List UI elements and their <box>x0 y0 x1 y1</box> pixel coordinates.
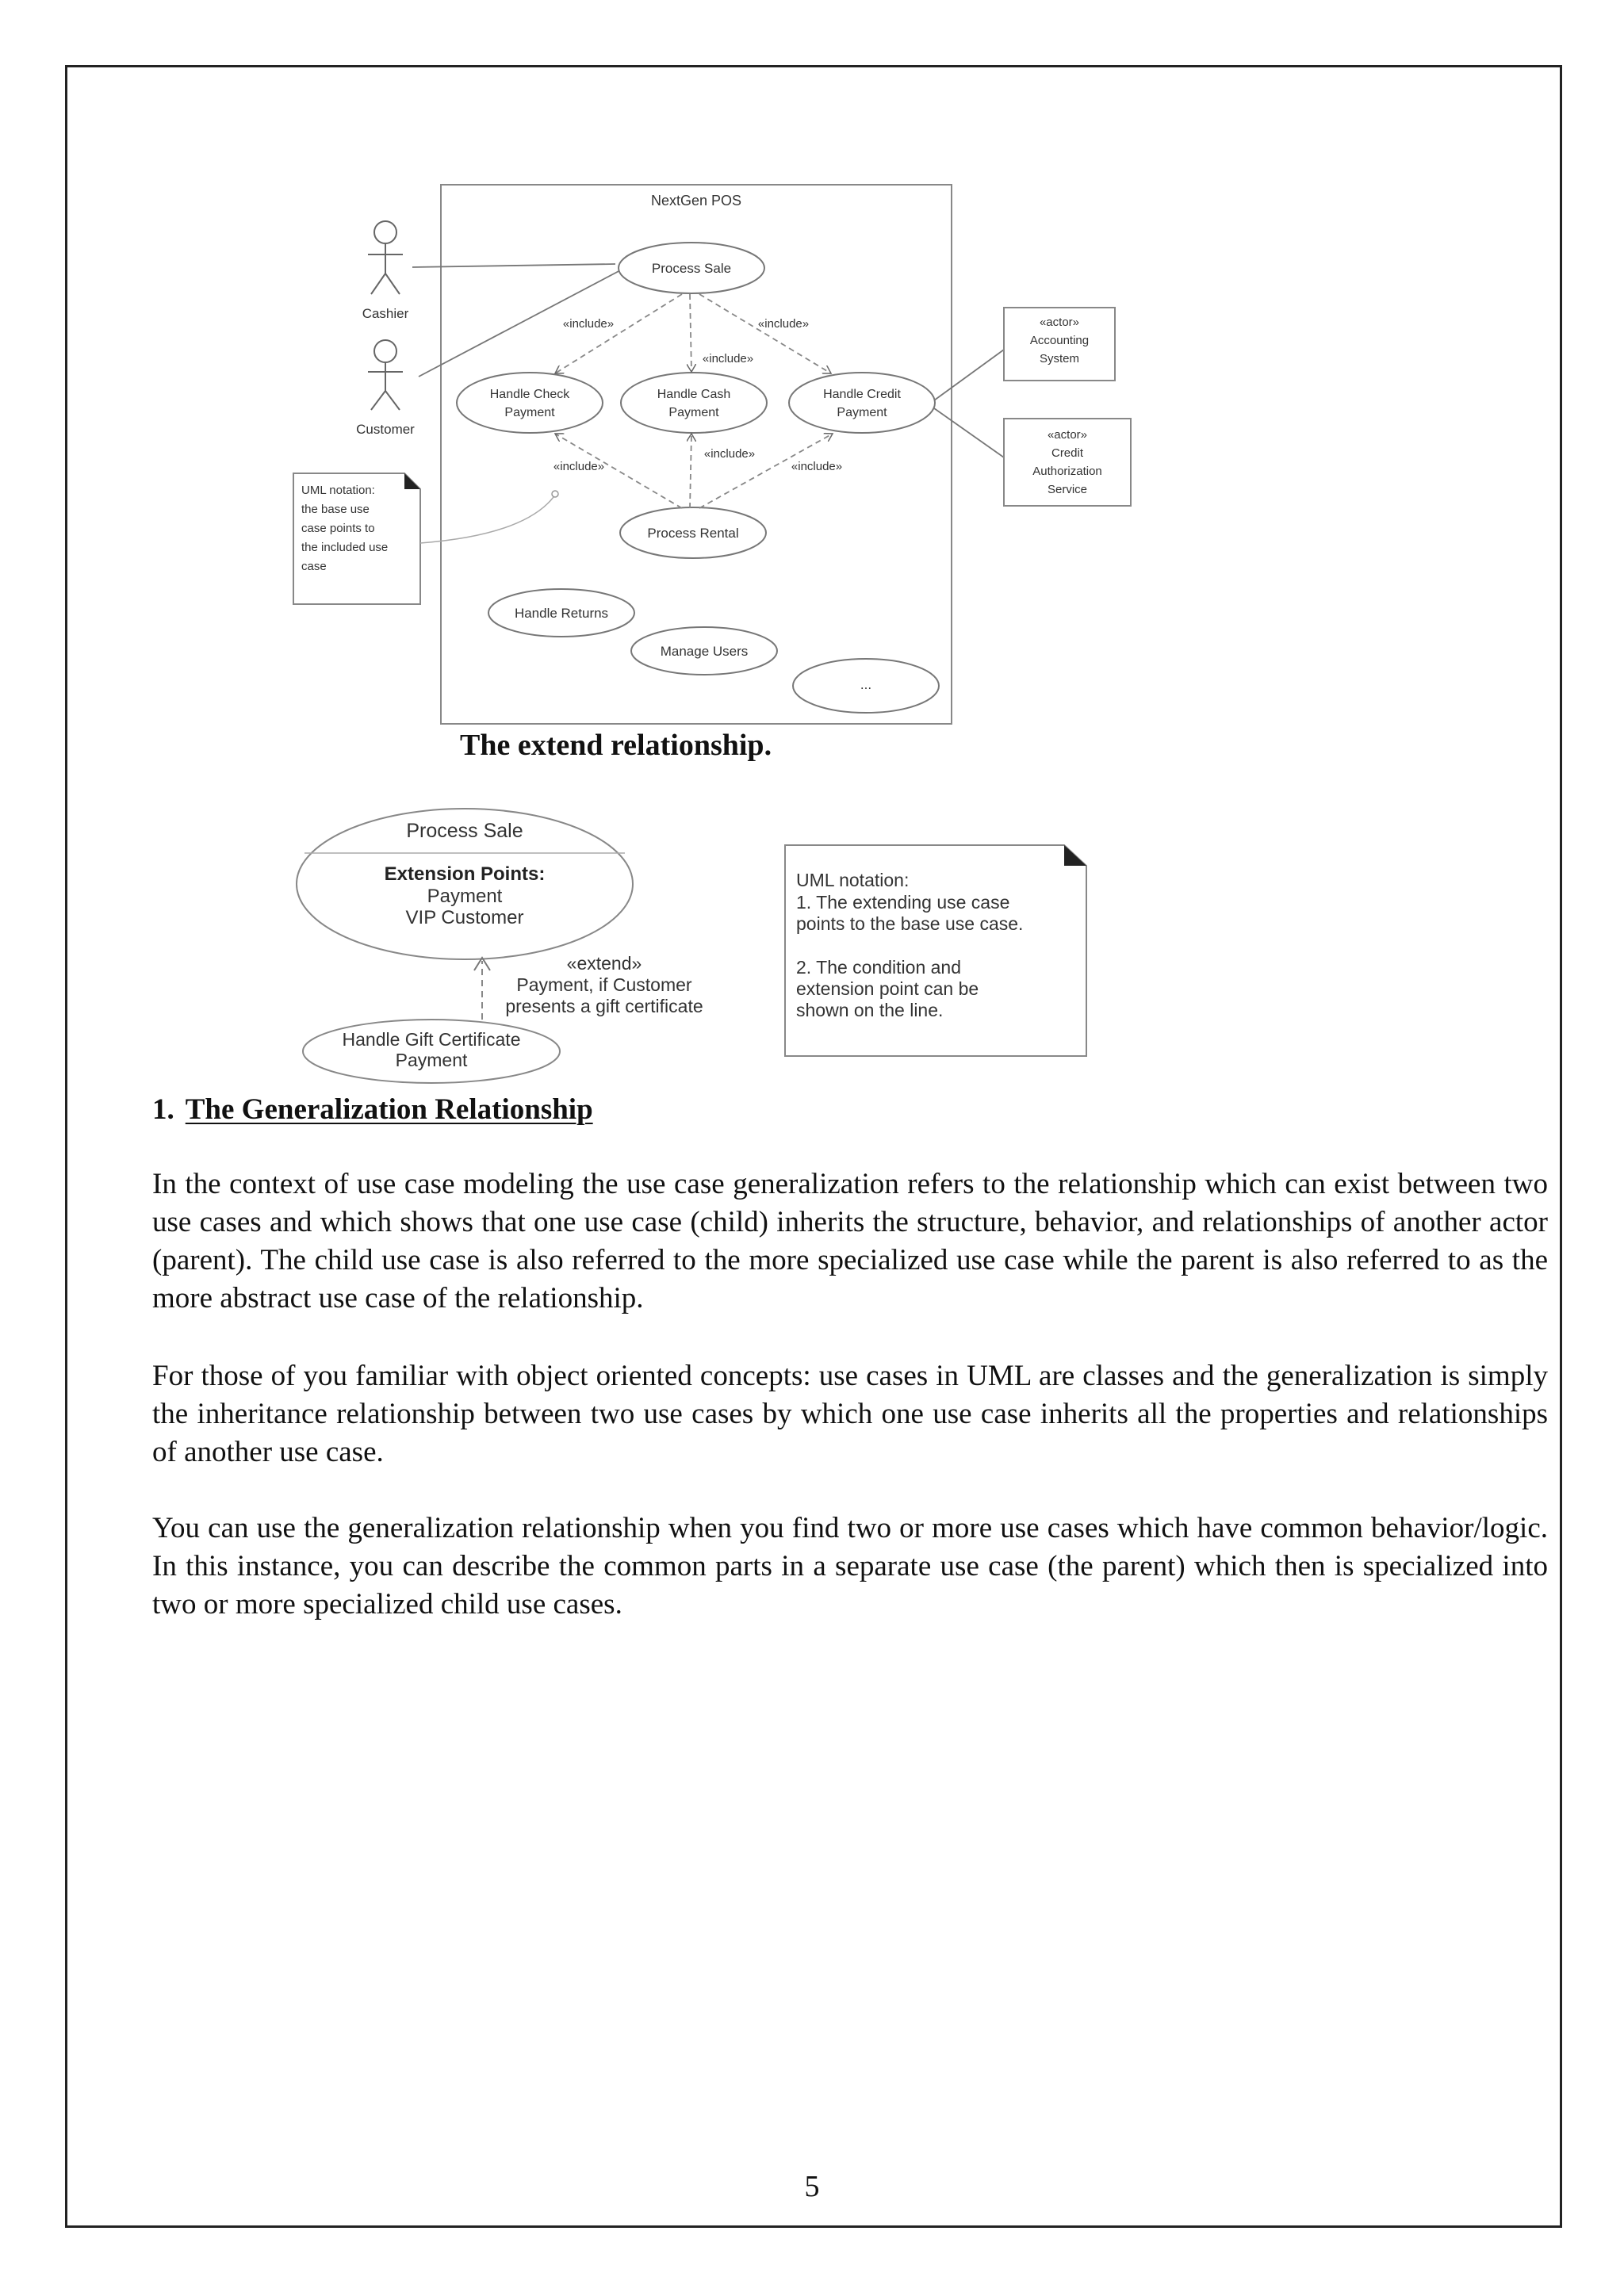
svg-text:«include»: «include» <box>562 317 615 331</box>
svg-text:...: ... <box>860 677 872 692</box>
svg-text:the included use: the included use <box>301 541 389 554</box>
svg-text:the base use: the base use <box>301 503 370 516</box>
extend-use-case-diagram <box>293 801 1110 1094</box>
section-title: The Generalization Relationship <box>185 1093 593 1126</box>
svg-text:case points to: case points to <box>301 522 375 535</box>
svg-text:«include»: «include» <box>553 460 605 473</box>
svg-text:«actor»: «actor» <box>1039 316 1080 329</box>
svg-text:«include»: «include» <box>791 460 843 473</box>
svg-text:Payment, if Customer: Payment, if Customer <box>516 974 692 995</box>
svg-text:extension point can be: extension point can be <box>796 978 979 999</box>
svg-text:2. The condition and: 2. The condition and <box>796 957 962 978</box>
include-use-case-diagram <box>285 178 1158 733</box>
svg-text:VIP Customer: VIP Customer <box>405 907 524 928</box>
paragraph: For those of you familiar with object oriented concepts: use cases in UML are classes and the generalization is simply the inheritance relationship between two use cases by which one use case inherits all the properties and relationships of another use case. <box>152 1360 1548 1468</box>
svg-text:«include»: «include» <box>702 352 754 365</box>
svg-text:System: System <box>1039 352 1080 365</box>
svg-text:Process Sale: Process Sale <box>406 820 523 842</box>
svg-text:points to the base use case.: points to the base use case. <box>796 913 1024 934</box>
svg-text:Payment: Payment <box>395 1050 468 1070</box>
paragraph: You can use the generalization relationship when you find two or more use cases which have common behavior/logic. In this instance, you can describe the common parts in a separate use case (the parent) which then is specialized into two or more specialized child use cases. <box>152 1512 1548 1621</box>
svg-text:Process Rental: Process Rental <box>647 526 739 541</box>
use-case-handle-cash <box>621 373 767 433</box>
svg-text:«include»: «include» <box>757 317 810 331</box>
svg-text:presents a gift certificate: presents a gift certificate <box>505 996 703 1016</box>
svg-text:Manage Users: Manage Users <box>660 644 749 659</box>
customer-actor-icon <box>368 340 403 410</box>
svg-text:Payment: Payment <box>427 886 503 907</box>
svg-text:Payment: Payment <box>504 406 555 419</box>
svg-text:Credit: Credit <box>1051 446 1084 460</box>
cashier-actor-icon <box>368 221 403 294</box>
svg-text:Process Sale: Process Sale <box>651 261 732 276</box>
svg-text:shown on the line.: shown on the line. <box>796 1000 944 1020</box>
svg-text:Handle Cash: Handle Cash <box>657 388 731 401</box>
svg-text:Payment: Payment <box>837 406 887 419</box>
svg-text:Accounting: Accounting <box>1029 334 1090 347</box>
svg-text:«actor»: «actor» <box>1047 428 1088 442</box>
system-title: NextGen POS <box>650 193 742 209</box>
paragraph: In the context of use case modeling the use case generalization refers to the relationship which can exist between two use cases and which shows that one use case (child) inherits the structure, behavior, and relationships of another actor (parent). The child use case is also referred to the more specialized use case while the parent is also referred to as the more abstract use case of the relationship. <box>152 1168 1548 1314</box>
section-number: 1. <box>152 1093 174 1126</box>
svg-text:1. The extending use case: 1. The extending use case <box>796 892 1010 913</box>
svg-text:Service: Service <box>1047 483 1088 496</box>
svg-text:UML notation:: UML notation: <box>796 870 910 890</box>
svg-text:UML notation:: UML notation: <box>301 484 375 497</box>
section-heading <box>152 1093 593 1127</box>
svg-text:Payment: Payment <box>668 406 719 419</box>
svg-text:Handle Check: Handle Check <box>489 388 570 401</box>
svg-text:Extension Points:: Extension Points: <box>384 863 546 885</box>
svg-text:«extend»: «extend» <box>566 953 642 974</box>
svg-text:Handle Gift Certificate: Handle Gift Certificate <box>342 1029 521 1050</box>
actor-label-cashier: Cashier <box>362 306 409 321</box>
figure-caption: The extend relationship. <box>460 729 772 762</box>
use-case-handle-credit <box>789 373 935 433</box>
page-number: 5 <box>804 2170 820 2203</box>
svg-text:case: case <box>301 560 327 573</box>
use-case-handle-check <box>457 373 603 433</box>
svg-text:Handle Returns: Handle Returns <box>514 606 609 621</box>
svg-text:«include»: «include» <box>703 447 756 461</box>
svg-text:Handle Credit: Handle Credit <box>823 388 901 401</box>
svg-text:Authorization: Authorization <box>1032 465 1102 478</box>
actor-label-customer: Customer <box>356 422 415 437</box>
